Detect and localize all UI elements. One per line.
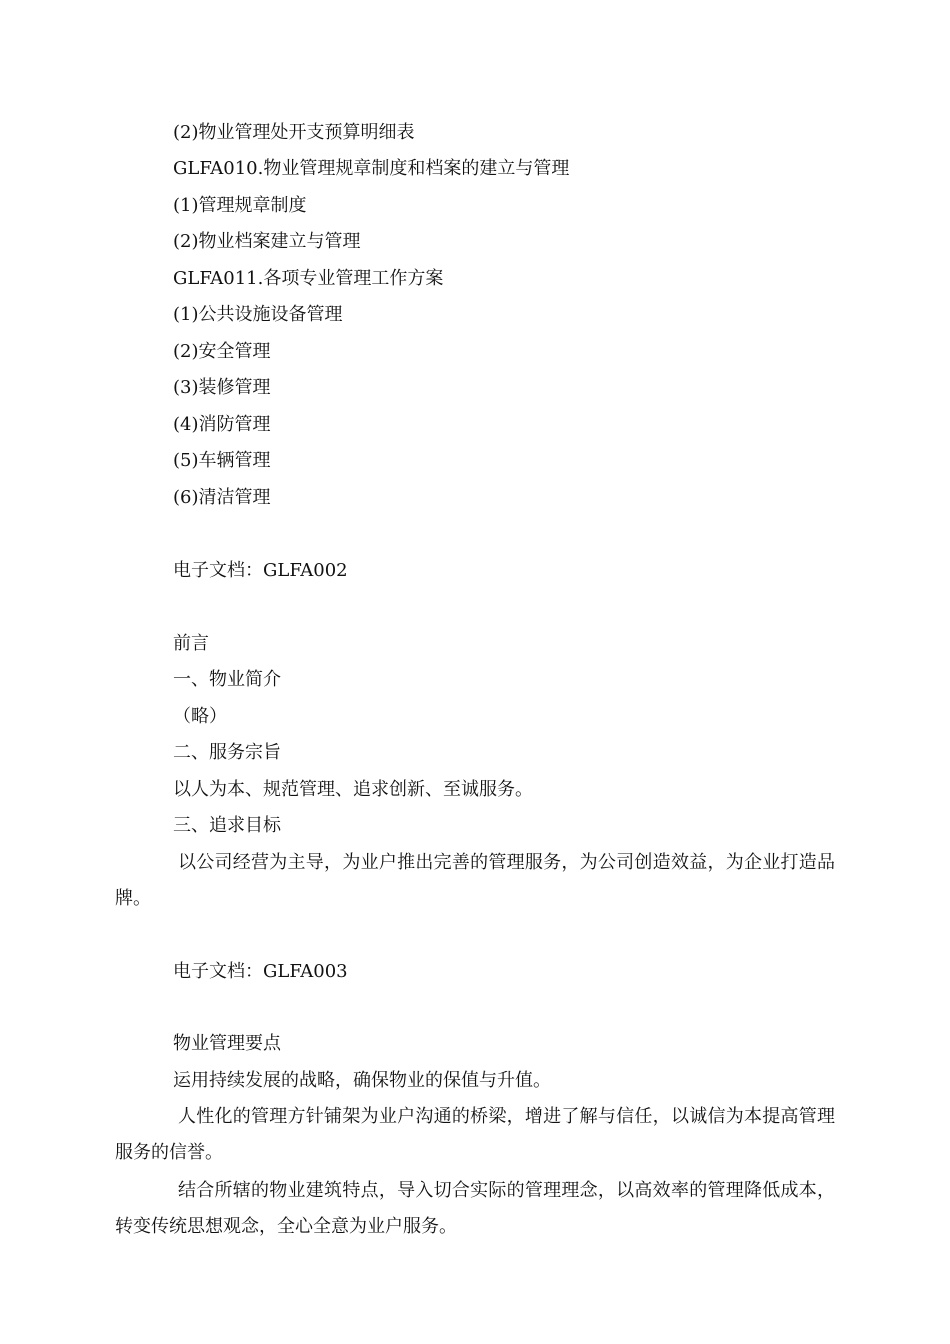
toc-item: (5)车辆管理	[173, 450, 271, 471]
toc-item: (1)管理规章制度	[173, 195, 307, 216]
section-heading: 一、物业简介	[173, 669, 281, 690]
toc-item: (3)装修管理	[173, 377, 271, 398]
toc-item: (2)物业档案建立与管理	[173, 231, 361, 252]
section-title: 前言	[173, 633, 209, 654]
section-paragraph: 以公司经营为主导，为业户推出完善的管理服务，为公司创造效益，为企业打造品牌。	[115, 852, 835, 909]
section-paragraph: 结合所辖的物业建筑特点，导入切合实际的管理理念，以高效率的管理降低成本，转变传统思想观念，全心全意为业户服务。	[115, 1180, 835, 1237]
section-title: 物业管理要点	[173, 1033, 281, 1054]
section-body: 以人为本、规范管理、追求创新、至诚服务。	[173, 779, 533, 800]
section-paragraph: 人性化的管理方针铺架为业户沟通的桥梁，增进了解与信任，以诚信为本提高管理服务的信誉。	[115, 1106, 835, 1163]
toc-item: GLFA010.物业管理规章制度和档案的建立与管理	[173, 158, 570, 179]
toc-item: (2)安全管理	[173, 341, 271, 362]
toc-item: (2)物业管理处开支预算明细表	[173, 122, 415, 143]
section-heading: 二、服务宗旨	[173, 742, 281, 763]
doc-header: 电子文档：GLFA003	[173, 961, 348, 982]
section-body: （略）	[173, 706, 227, 727]
toc-item: (6)清洁管理	[173, 487, 271, 508]
toc-item: (1)公共设施设备管理	[173, 304, 343, 325]
toc-item: GLFA011.各项专业管理工作方案	[173, 268, 444, 289]
doc-header: 电子文档：GLFA002	[173, 560, 348, 581]
section-paragraph: 运用持续发展的战略，确保物业的保值与升值。	[173, 1070, 551, 1091]
toc-item: (4)消防管理	[173, 414, 271, 435]
section-heading: 三、追求目标	[173, 815, 281, 836]
